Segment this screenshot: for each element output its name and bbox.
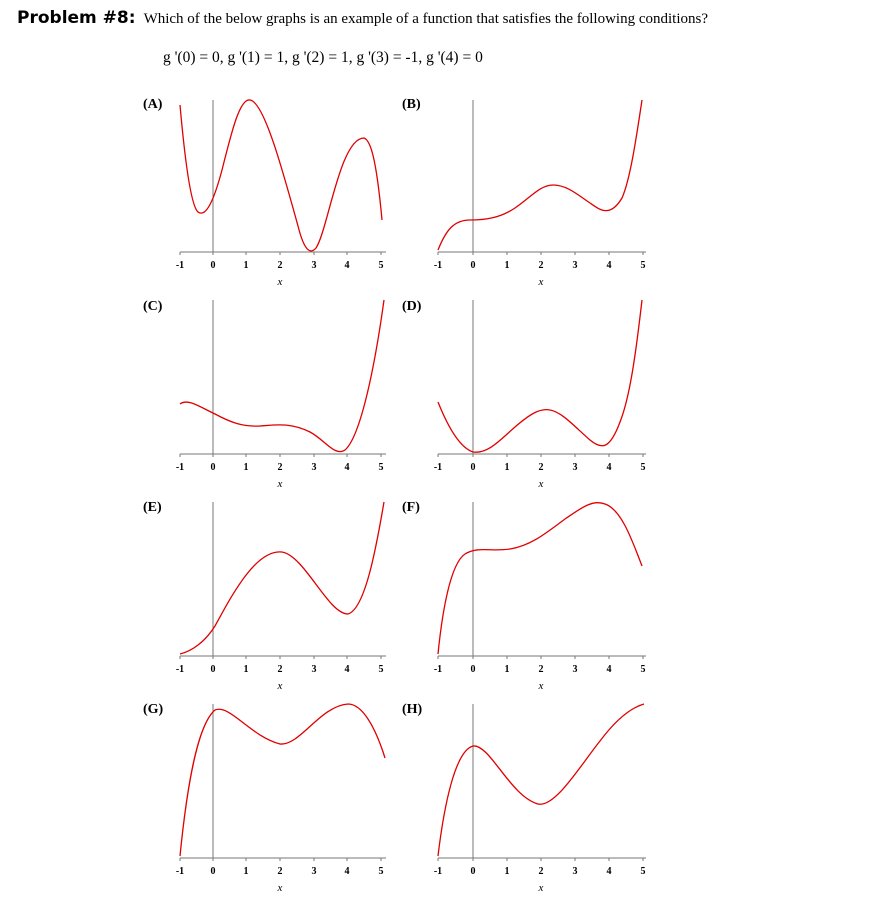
- x-tick-label: 1: [243, 664, 249, 675]
- x-axis-label: x: [538, 478, 544, 490]
- problem-header: [17, 8, 708, 28]
- x-tick-label: 2: [277, 260, 283, 271]
- x-tick-label: 1: [504, 664, 510, 675]
- x-tick-label: 2: [538, 664, 544, 675]
- x-tick-label: -1: [175, 664, 185, 675]
- graph-label-c: (C): [143, 299, 163, 314]
- graph-d: [430, 292, 650, 492]
- x-tick-label: -1: [175, 462, 185, 473]
- x-tick-label: 4: [606, 866, 612, 877]
- graph-c: [170, 292, 390, 492]
- x-tick-label: 3: [311, 664, 317, 675]
- x-tick-label: 0: [210, 260, 216, 271]
- x-tick-label: 1: [243, 866, 249, 877]
- x-tick-label: 5: [378, 462, 384, 473]
- x-tick-label: 0: [210, 866, 216, 877]
- x-tick-label: 0: [470, 260, 476, 271]
- graph-e: [170, 494, 390, 694]
- x-axis-label: x: [538, 276, 544, 288]
- x-tick-label: 4: [606, 664, 612, 675]
- x-tick-label: -1: [433, 866, 443, 877]
- curve-e: [180, 502, 384, 654]
- x-tick-label: 2: [538, 462, 544, 473]
- graph-f: [430, 494, 650, 694]
- x-tick-label: 3: [572, 260, 578, 271]
- curve-d: [438, 300, 642, 452]
- derivative-conditions: g '(0) = 0, g '(1) = 1, g '(2) = 1, g '(3) = -1, g '(4) = 0: [163, 49, 483, 66]
- curve-c: [180, 300, 384, 452]
- question-text: Which of the below graphs is an example of a function that satisfies the following conditions?: [143, 11, 709, 27]
- curve-a: [180, 100, 382, 251]
- x-tick-label: 5: [378, 664, 384, 675]
- x-tick-label: 0: [470, 664, 476, 675]
- x-tick-label: 3: [572, 664, 578, 675]
- x-axis-label: x: [277, 276, 283, 288]
- curve-b: [438, 100, 642, 250]
- x-tick-label: 5: [640, 462, 646, 473]
- x-tick-label: 3: [572, 866, 578, 877]
- curve-h: [438, 704, 644, 856]
- x-tick-label: 3: [311, 260, 317, 271]
- graph-label-f: (F): [402, 500, 420, 515]
- x-tick-label: 3: [572, 462, 578, 473]
- x-tick-label: 0: [470, 462, 476, 473]
- x-tick-label: 1: [243, 260, 249, 271]
- x-axis-label: x: [538, 680, 544, 692]
- graph-b: [430, 90, 650, 290]
- x-tick-label: 2: [277, 664, 283, 675]
- x-tick-label: 3: [311, 866, 317, 877]
- x-tick-label: 4: [344, 664, 350, 675]
- x-tick-label: 5: [640, 866, 646, 877]
- graph-label-a: (A): [143, 97, 163, 112]
- x-axis-label: x: [277, 478, 283, 490]
- graph-label-d: (D): [402, 299, 422, 314]
- graph-h: [430, 696, 650, 896]
- x-tick-label: 5: [640, 260, 646, 271]
- graph-g: [170, 696, 390, 896]
- x-tick-label: 5: [378, 866, 384, 877]
- x-tick-label: -1: [175, 260, 185, 271]
- graph-label-e: (E): [143, 500, 162, 515]
- x-tick-label: 1: [504, 462, 510, 473]
- x-tick-label: 2: [277, 462, 283, 473]
- x-tick-label: 0: [210, 462, 216, 473]
- x-tick-label: 4: [344, 260, 350, 271]
- x-tick-label: 4: [606, 260, 612, 271]
- x-tick-label: 1: [243, 462, 249, 473]
- x-axis-label: x: [277, 680, 283, 692]
- x-tick-label: 0: [470, 866, 476, 877]
- x-tick-label: 2: [538, 866, 544, 877]
- x-tick-label: 5: [640, 664, 646, 675]
- curve-f: [438, 503, 642, 654]
- x-tick-label: 5: [378, 260, 384, 271]
- x-tick-label: 1: [504, 866, 510, 877]
- graph-a: [170, 90, 390, 290]
- x-tick-label: 0: [210, 664, 216, 675]
- graph-label-h: (H): [402, 702, 423, 717]
- x-tick-label: -1: [175, 866, 185, 877]
- x-tick-label: -1: [433, 462, 443, 473]
- curve-g: [180, 704, 385, 856]
- problem-number: Problem #8:: [17, 8, 136, 28]
- x-tick-label: 2: [538, 260, 544, 271]
- x-tick-label: -1: [433, 664, 443, 675]
- x-tick-label: 1: [504, 260, 510, 271]
- graph-label-g: (G): [143, 702, 164, 717]
- x-tick-label: 2: [277, 866, 283, 877]
- x-tick-label: -1: [433, 260, 443, 271]
- x-tick-label: 3: [311, 462, 317, 473]
- x-axis-label: x: [277, 882, 283, 894]
- x-tick-label: 4: [606, 462, 612, 473]
- x-tick-label: 4: [344, 866, 350, 877]
- x-tick-label: 4: [344, 462, 350, 473]
- x-axis-label: x: [538, 882, 544, 894]
- graph-label-b: (B): [402, 97, 421, 112]
